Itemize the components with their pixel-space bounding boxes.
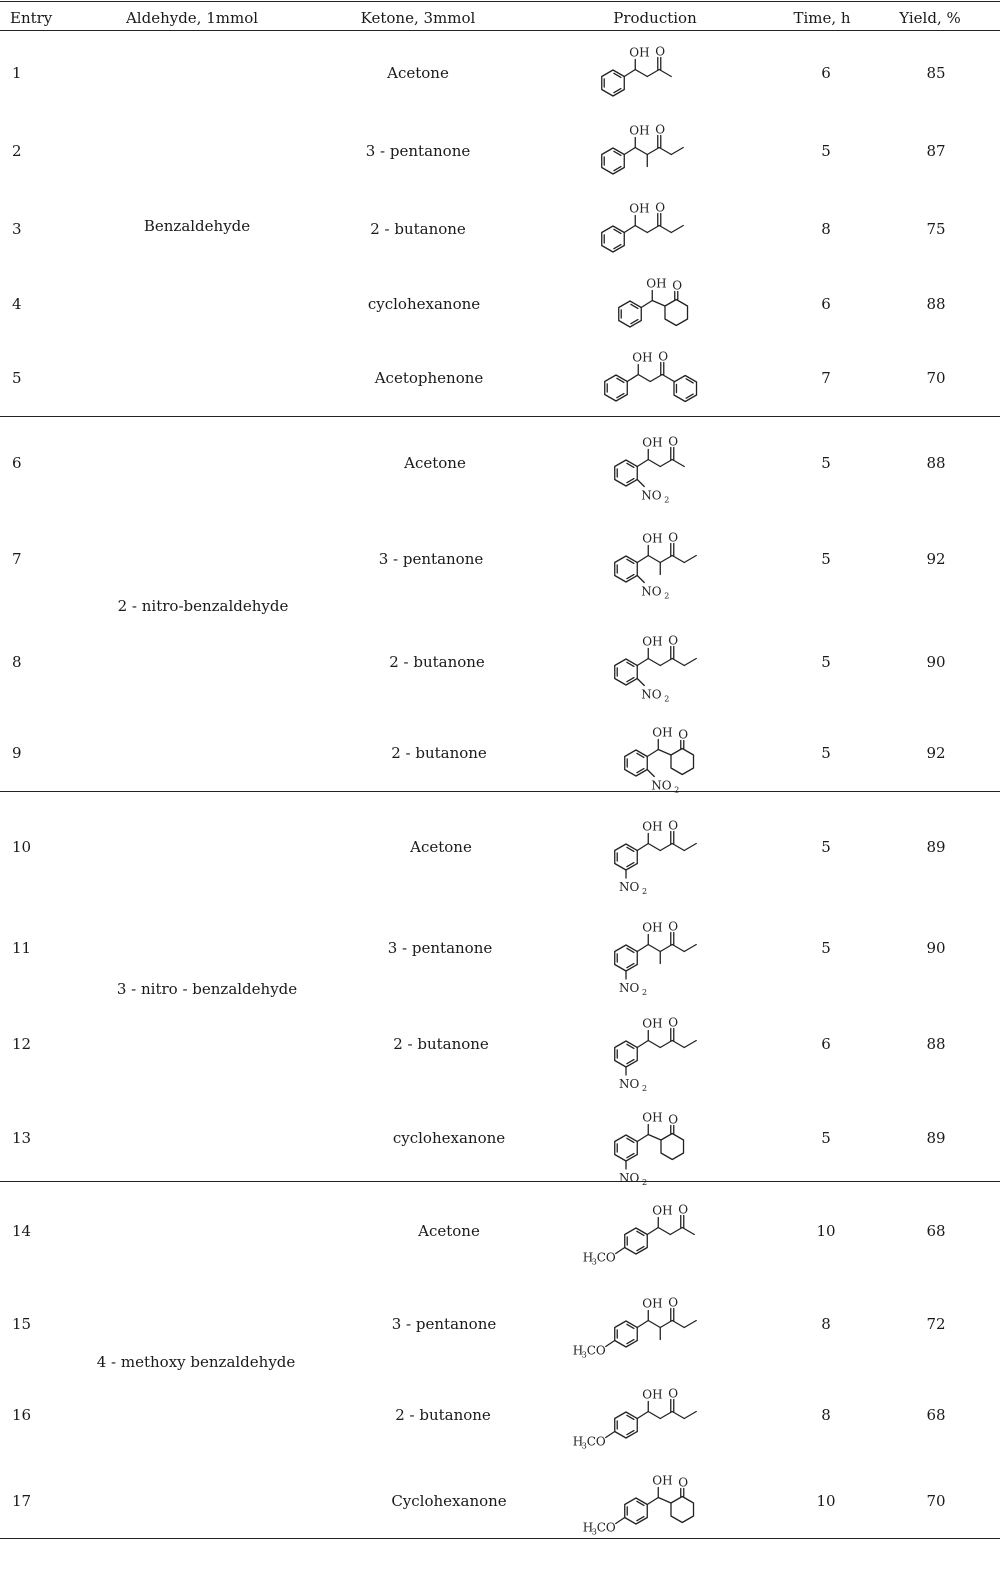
time-cell: 6 — [821, 64, 831, 82]
product-structure-13 — [578, 1100, 758, 1187]
ketone-cell: 2 - butanone — [395, 1406, 491, 1424]
nitro-label: NO — [619, 1077, 640, 1091]
ketone-cell: Acetophenone — [374, 369, 484, 387]
yield-cell: 72 — [926, 1315, 946, 1333]
carbonyl-label: O — [668, 1386, 679, 1401]
header-yield: Yield, % — [899, 9, 961, 27]
svg-text:3: 3 — [591, 1257, 597, 1267]
yield-cell: 92 — [926, 550, 946, 568]
svg-text:CO: CO — [596, 1250, 616, 1265]
svg-text:2: 2 — [642, 887, 648, 896]
group-divider — [0, 791, 1000, 792]
svg-text:3: 3 — [581, 1441, 587, 1451]
ketone-cell: 3 - pentanone — [365, 142, 471, 160]
carbonyl-label: O — [668, 919, 679, 934]
time-cell: 5 — [821, 454, 831, 472]
entry-cell: 4 — [12, 295, 22, 313]
time-cell: 6 — [821, 1035, 831, 1053]
methoxy-label: H — [572, 1434, 584, 1449]
time-cell: 5 — [821, 838, 831, 856]
header-rule — [0, 30, 1000, 31]
hydroxyl-label: OH — [642, 435, 663, 450]
ketone-cell: 2 - butanone — [370, 220, 466, 238]
group-divider — [0, 1181, 1000, 1182]
product-structure-8 — [578, 624, 758, 704]
ketone-cell: 2 - butanone — [389, 653, 485, 671]
carbonyl-label: O — [668, 1015, 679, 1030]
entry-cell: 1 — [12, 64, 22, 82]
product-structure-5 — [568, 340, 748, 420]
carbonyl-label: O — [668, 434, 679, 449]
ketone-cell: 2 - butanone — [391, 744, 487, 762]
product-structure-12 — [578, 1006, 758, 1093]
entry-cell: 13 — [12, 1129, 32, 1147]
hydroxyl-label: OH — [652, 1473, 673, 1488]
carbonyl-label: O — [672, 278, 683, 293]
entry-cell: 14 — [12, 1222, 32, 1240]
product-structure-7 — [578, 521, 758, 601]
nitro-label: NO — [641, 584, 662, 599]
time-cell: 5 — [821, 744, 831, 762]
table-bottom-rule — [0, 1538, 1000, 1539]
methoxy-label: H — [582, 1520, 594, 1535]
carbonyl-label: O — [658, 349, 669, 364]
yield-cell: 88 — [926, 295, 946, 313]
time-cell: 8 — [821, 1315, 831, 1333]
yield-cell: 68 — [926, 1222, 946, 1240]
yield-cell: 88 — [926, 1035, 946, 1053]
carbonyl-label: O — [668, 1295, 679, 1310]
header-entry: Entry — [10, 9, 53, 27]
methoxy-label: H — [572, 1343, 584, 1358]
yield-cell: 90 — [926, 939, 946, 957]
ketone-cell: Acetone — [418, 1222, 480, 1240]
group-divider — [0, 416, 1000, 417]
table-top-rule — [0, 1, 1000, 2]
hydroxyl-label: OH — [642, 1387, 663, 1402]
hydroxyl-label: OH — [646, 276, 667, 291]
time-cell: 5 — [821, 939, 831, 957]
nitro-label: NO — [641, 488, 662, 503]
header-ketone: Ketone, 3mmol — [360, 9, 476, 27]
product-structure-6 — [578, 425, 758, 505]
hydroxyl-label: OH — [642, 1296, 663, 1311]
time-cell: 5 — [821, 142, 831, 160]
carbonyl-label: O — [678, 1475, 689, 1490]
entry-cell: 7 — [12, 550, 22, 568]
yield-cell: 85 — [926, 64, 946, 82]
time-cell: 5 — [821, 550, 831, 568]
header-production: Production — [613, 9, 697, 27]
yield-cell: 89 — [926, 838, 946, 856]
time-cell: 10 — [816, 1222, 836, 1240]
hydroxyl-label: OH — [642, 920, 663, 935]
svg-text:2: 2 — [664, 591, 670, 601]
svg-text:2: 2 — [664, 495, 670, 505]
svg-text:2: 2 — [664, 694, 670, 704]
carbonyl-label: O — [668, 530, 679, 545]
yield-cell: 88 — [926, 454, 946, 472]
nitro-label: NO — [651, 778, 672, 793]
carbonyl-label: O — [678, 1202, 689, 1217]
product-structure-16 — [572, 1377, 758, 1457]
svg-text:CO: CO — [586, 1343, 606, 1358]
yield-cell: 68 — [926, 1406, 946, 1424]
entry-cell: 5 — [12, 369, 22, 387]
entry-cell: 15 — [12, 1315, 32, 1333]
entry-cell: 12 — [12, 1035, 32, 1053]
carbonyl-label: O — [668, 818, 679, 833]
aldehyde-cell: 2 - nitro-benzaldehyde — [117, 597, 289, 615]
nitro-label: NO — [641, 687, 662, 702]
product-structure-1 — [565, 35, 745, 115]
svg-text:2: 2 — [642, 1084, 648, 1093]
product-structure-2 — [565, 113, 745, 193]
carbonyl-label: O — [668, 633, 679, 648]
yield-cell: 89 — [926, 1129, 946, 1147]
methoxy-label: H — [582, 1250, 594, 1265]
ketone-cell: Acetone — [404, 454, 466, 472]
nitro-label: NO — [619, 981, 640, 995]
svg-text:2: 2 — [674, 785, 680, 795]
ketone-cell: Acetone — [410, 838, 472, 856]
entry-cell: 17 — [12, 1492, 32, 1510]
yield-cell: 90 — [926, 653, 946, 671]
aldehyde-cell: Benzaldehyde — [143, 217, 251, 235]
entry-cell: 16 — [12, 1406, 32, 1424]
nitro-label: NO — [619, 880, 640, 894]
time-cell: 5 — [821, 653, 831, 671]
time-cell: 8 — [821, 220, 831, 238]
nitro-label: NO — [619, 1171, 640, 1185]
entry-cell: 11 — [12, 939, 32, 957]
product-structure-3 — [565, 191, 745, 271]
product-structure-15 — [572, 1286, 758, 1366]
entry-cell: 3 — [12, 220, 22, 238]
carbonyl-label: O — [655, 122, 666, 137]
entry-cell: 8 — [12, 653, 22, 671]
aldehyde-cell: 4 - methoxy benzaldehyde — [96, 1353, 296, 1371]
time-cell: 10 — [816, 1492, 836, 1510]
ketone-cell: Cyclohexanone — [391, 1492, 507, 1510]
entry-cell: 10 — [12, 838, 32, 856]
product-structure-17 — [582, 1463, 768, 1543]
hydroxyl-label: OH — [642, 1110, 663, 1125]
svg-text:2: 2 — [642, 988, 648, 997]
svg-text:3: 3 — [581, 1350, 587, 1360]
ketone-cell: cyclohexanone — [367, 295, 481, 313]
hydroxyl-label: OH — [642, 531, 663, 546]
svg-text:3: 3 — [591, 1527, 597, 1537]
yield-cell: 87 — [926, 142, 946, 160]
entry-cell: 9 — [12, 744, 22, 762]
product-structure-14 — [582, 1193, 768, 1273]
product-structure-10 — [578, 809, 758, 896]
product-structure-11 — [578, 910, 758, 997]
yield-cell: 75 — [926, 220, 946, 238]
product-structure-9 — [588, 715, 768, 795]
carbonyl-label: O — [655, 44, 666, 59]
aldehyde-cell: 3 - nitro - benzaldehyde — [116, 980, 298, 998]
ketone-cell: Acetone — [387, 64, 449, 82]
ketone-cell: 2 - butanone — [393, 1035, 489, 1053]
carbonyl-label: O — [655, 200, 666, 215]
yield-cell: 70 — [926, 1492, 946, 1510]
time-cell: 8 — [821, 1406, 831, 1424]
hydroxyl-label: OH — [629, 123, 650, 138]
time-cell: 7 — [821, 369, 831, 387]
hydroxyl-label: OH — [629, 201, 650, 216]
hydroxyl-label: OH — [632, 350, 653, 365]
entry-cell: 6 — [12, 454, 22, 472]
hydroxyl-label: OH — [629, 45, 650, 60]
carbonyl-label: O — [678, 727, 689, 742]
carbonyl-label: O — [668, 1112, 679, 1127]
hydroxyl-label: OH — [642, 1016, 663, 1031]
svg-text:2: 2 — [642, 1178, 648, 1187]
ketone-cell: 3 - pentanone — [391, 1315, 497, 1333]
svg-text:CO: CO — [596, 1520, 616, 1535]
ketone-cell: cyclohexanone — [392, 1129, 506, 1147]
header-aldehyde: Aldehyde, 1mmol — [125, 9, 259, 27]
header-time: Time, h — [793, 9, 851, 27]
product-structure-4 — [582, 266, 762, 346]
svg-text:CO: CO — [586, 1434, 606, 1449]
yield-cell: 70 — [926, 369, 946, 387]
ketone-cell: 3 - pentanone — [387, 939, 493, 957]
entry-cell: 2 — [12, 142, 22, 160]
yield-cell: 92 — [926, 744, 946, 762]
hydroxyl-label: OH — [642, 819, 663, 834]
hydroxyl-label: OH — [652, 1203, 673, 1218]
hydroxyl-label: OH — [642, 634, 663, 649]
time-cell: 5 — [821, 1129, 831, 1147]
time-cell: 6 — [821, 295, 831, 313]
hydroxyl-label: OH — [652, 725, 673, 740]
ketone-cell: 3 - pentanone — [378, 550, 484, 568]
